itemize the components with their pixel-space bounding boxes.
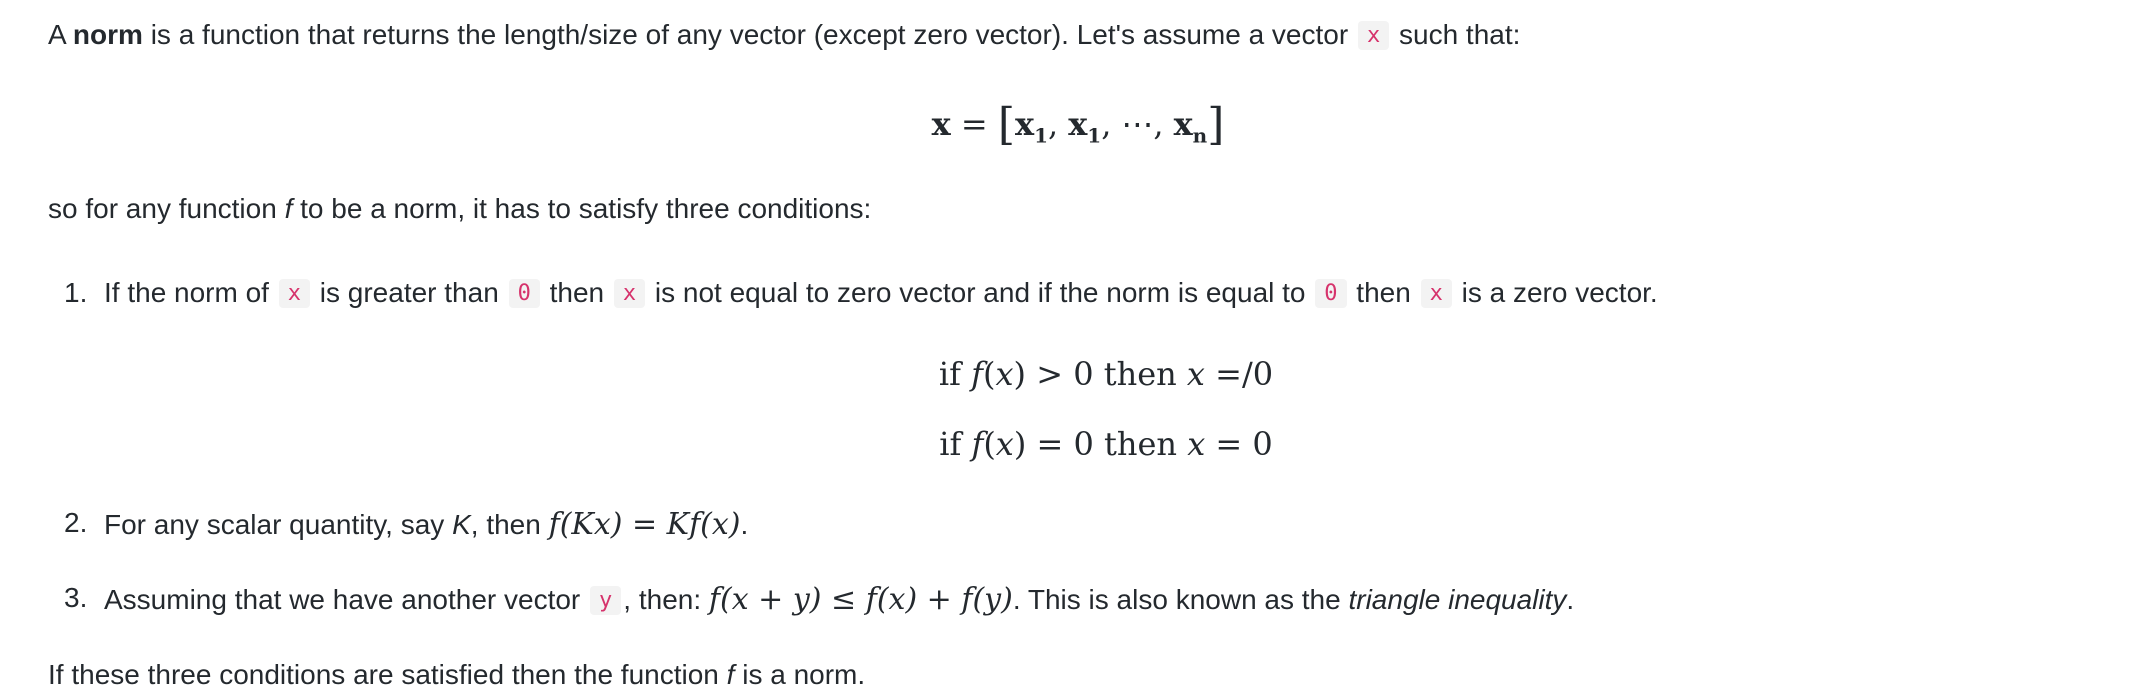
- vector-sub-1: 1: [1034, 123, 1049, 148]
- scalar-k: K: [452, 509, 471, 540]
- list-number-3: 3.: [64, 582, 88, 613]
- equals-sign: =: [950, 105, 998, 143]
- norm-term: norm: [72, 19, 143, 50]
- vector-element-n: x: [1173, 105, 1193, 143]
- closing-paragraph: [48, 654, 2108, 696]
- para2-text-1: so for any function: [48, 193, 285, 224]
- intro-text-1: A: [48, 19, 73, 50]
- cond3-text-2: , then:: [623, 584, 709, 615]
- eq-then-keyword: then: [1104, 425, 1188, 463]
- inline-code-0: 0: [1315, 279, 1346, 308]
- eq-equals-zero: = 0: [1026, 425, 1105, 463]
- cond1-text-3: then: [541, 277, 612, 308]
- cond2-text-2: , then: [470, 509, 549, 540]
- conditions-intro-paragraph: [48, 188, 2108, 230]
- cond1-text-2: is greater than: [312, 277, 507, 308]
- cond3-text-3: . This is also known as the: [1012, 584, 1349, 615]
- closing-text-1: If these three conditions are satisfied then the function: [48, 659, 727, 690]
- inline-code-x: x: [614, 279, 645, 308]
- condition-1: [48, 272, 2108, 468]
- vector-element-1: x: [1015, 105, 1035, 143]
- eq-if-keyword: if: [939, 425, 972, 463]
- eq-variable-x: x: [995, 425, 1014, 463]
- cond3-text-1: Assuming that we have another vector: [104, 584, 589, 615]
- cond1-text-4: is not equal to zero vector and if the norm is equal to: [647, 277, 1314, 308]
- eq-variable-x: x: [1186, 355, 1205, 393]
- eq-function-f: f: [971, 425, 984, 463]
- list-number-2: 2.: [64, 507, 88, 538]
- inline-code-x: x: [1358, 21, 1389, 50]
- cond2-text-3: .: [740, 509, 749, 540]
- vector-ellipsis: ⋯: [1121, 105, 1154, 143]
- condition-2: [48, 502, 2108, 547]
- function-f: f: [726, 659, 735, 690]
- eq-then-keyword: then: [1103, 355, 1187, 393]
- vector-definition-equation: $x = [x_1$, $x_1$, ⋯, $x_n$]: [931, 99, 1225, 150]
- eq-equals-zero-rhs: = 0: [1205, 425, 1273, 463]
- cond1-text-6: is a zero vector.: [1453, 277, 1658, 308]
- cond2-text-1: For any scalar quantity, say: [104, 509, 453, 540]
- cond1-text-1: If the norm of: [104, 277, 277, 308]
- eq-variable-x: x: [1187, 425, 1206, 463]
- inline-code-0: 0: [509, 279, 540, 308]
- eq-if-keyword: if: [938, 355, 972, 393]
- inline-code-y: y: [590, 586, 621, 615]
- cond1-text-5: then: [1348, 277, 1419, 308]
- condition-1-equation-positive: if f(x) > 0 then x =/0: [938, 355, 1274, 393]
- vector-sub-2: 1: [1087, 123, 1102, 148]
- inline-code-x: x: [1421, 279, 1452, 308]
- article-body: [48, 14, 2108, 696]
- triangle-inequality-formula: f(x + y) ≤ f(x) + f(y): [708, 582, 1013, 617]
- inline-code-x: x: [279, 279, 310, 308]
- eq-not-equal-zero: =/0: [1204, 355, 1274, 393]
- vector-element-2: x: [1068, 105, 1088, 143]
- eq-greater-than-zero: > 0: [1026, 355, 1104, 393]
- conditions-list: [48, 272, 2108, 622]
- intro-text-3: such that:: [1391, 19, 1521, 50]
- eq-function-f: f: [971, 355, 984, 393]
- intro-text-2: is a function that returns the length/size of any vector (except zero vector). Let's assume a vector: [142, 19, 1356, 50]
- condition-3: [48, 577, 2108, 622]
- vector-sub-n: n: [1192, 123, 1208, 148]
- homogeneity-formula: f(Kx) = Kf(x): [548, 507, 741, 542]
- function-f: f: [284, 193, 293, 224]
- cond3-text-4: .: [1566, 584, 1575, 615]
- para2-text-2: to be a norm, it has to satisfy three conditions:: [292, 193, 872, 224]
- closing-text-2: is a norm.: [734, 659, 866, 690]
- intro-paragraph: [48, 14, 2108, 56]
- list-number-1: 1.: [64, 277, 88, 308]
- eq-variable-x: x: [995, 355, 1014, 393]
- triangle-inequality-term: triangle inequality: [1348, 584, 1567, 615]
- condition-1-equation-zero: if f(x) = 0 then x = 0: [939, 425, 1273, 463]
- vector-lhs: x: [931, 105, 951, 143]
